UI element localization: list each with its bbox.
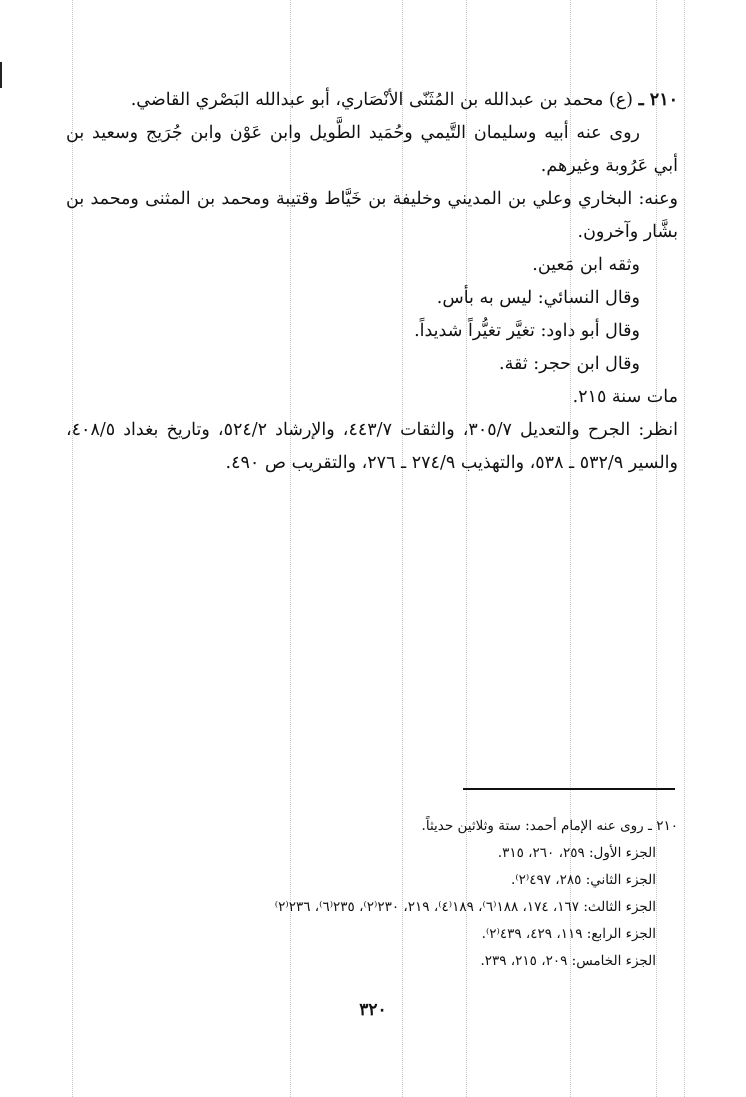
entry-body: [66, 84, 678, 480]
grading-line: وثقه ابن مَعين.: [532, 255, 640, 275]
footnote-volume: الجزء الثاني: ٢٨٥، ٤٩٧⁽٢⁾.: [511, 872, 656, 888]
footnote-volume: الجزء الأول: ٢٥٩، ٢٦٠، ٣١٥.: [497, 845, 656, 861]
death-year: مات سنة ٢١٥.: [572, 387, 678, 407]
footnote-volume: الجزء الخامس: ٢٠٩، ٢١٥، ٢٣٩.: [480, 953, 656, 969]
entry-number: ٢١٠ ـ: [638, 90, 678, 110]
grading-line: وقال ابن حجر: ثقة.: [499, 354, 640, 374]
entry-heading-text: (ع) محمد بن عبدالله بن المُثَنّى الأنْصَاري، أبو عبدالله البَصْري القاضي.: [130, 90, 633, 110]
footnote-volume: الجزء الرابع: ١١٩، ٤٢٩، ٤٣٩⁽٢⁾.: [481, 926, 656, 942]
entry-heading: [66, 84, 678, 117]
footnote-volume: الجزء الثالث: ١٦٧، ١٧٤، ١٨٨⁽٦⁾، ١٨٩⁽٤⁾، ٢١٩، ٢٣٠⁽٢⁾، ٢٣٥⁽٦⁾، ٢٣٦⁽٢⁾: [274, 899, 656, 915]
guide-line: [684, 0, 685, 1097]
narrators-from: روى عنه أبيه وسليمان التَّيمي وحُمَيد الطَّويل وابن عَوْن وابن جُرَيج وسعيد بن أبي عَرُوبة وغيرهم.: [66, 123, 678, 176]
grading-line: وقال النسائي: ليس به بأس.: [436, 288, 640, 308]
references: انظر: الجرح والتعديل ٣٠٥/٧، والثقات ٤٤٣/٧، والإرشاد ٥٢٤/٢، وتاريخ بغداد ٤٠٨/٥، والسير ٥٣٢/٩ ـ ٥٣٨، والتهذيب ٢٧٤/٩ ـ ٢٧٦، والتقريب ص ٤٩٠.: [66, 420, 679, 473]
grading-line: وقال أبو داود: تغيَّر تغيُّراً شديداً.: [414, 321, 640, 341]
narrators-to: وعنه: البخاري وعلي بن المديني وخليفة بن خَيَّاط وقتيبة ومحمد بن المثنى ومحمد بن بشَّار وآخرون.: [66, 189, 678, 242]
page-number: ٣٢٠: [359, 1000, 387, 1020]
page-edge-mark: [0, 62, 2, 88]
footnotes: [66, 813, 678, 975]
footnote-intro: ٢١٠ ـ روى عنه الإمام أحمد: ستة وثلاثين حديثاً.: [421, 818, 678, 834]
footnote-separator: [463, 788, 675, 790]
